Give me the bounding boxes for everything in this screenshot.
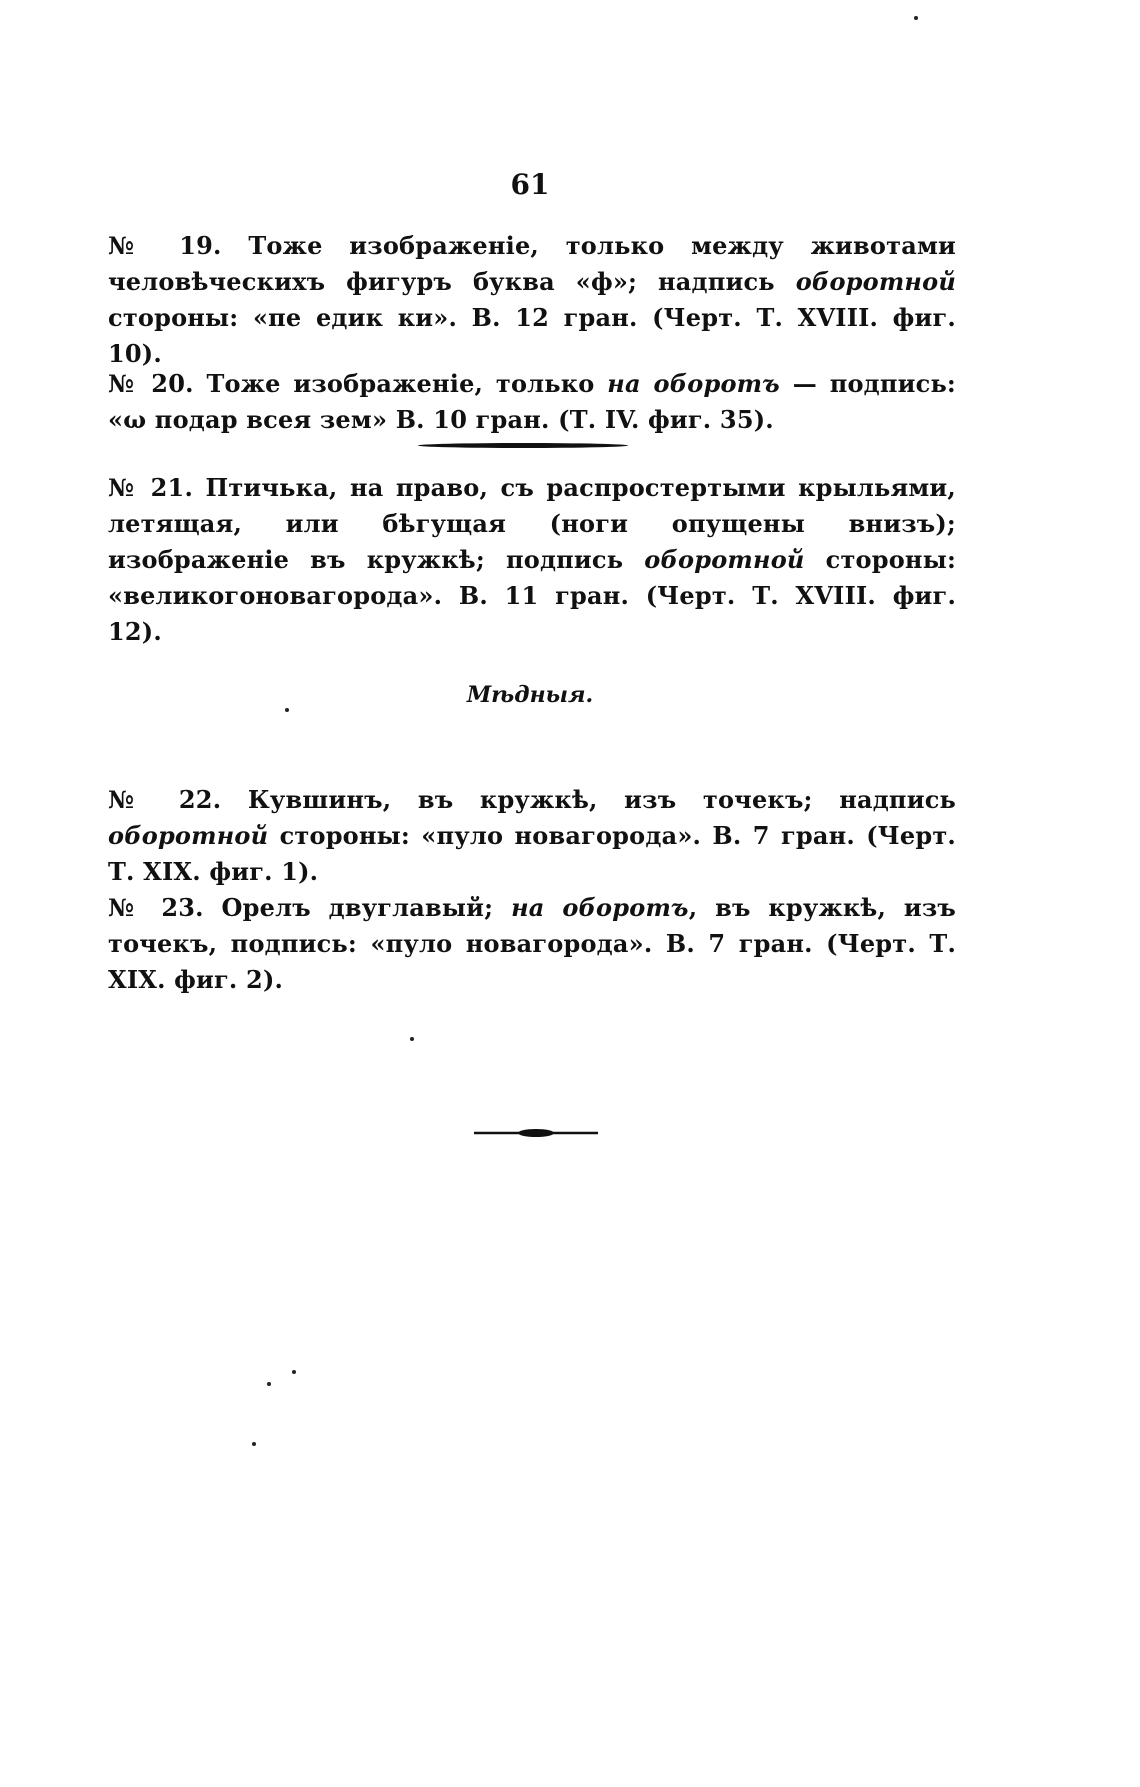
entry-number: № 21. (108, 473, 193, 502)
entry-text: стороны: «пе едик ки». В. 12 гран. (Черт. Т. XVIII. фиг. 10). (108, 303, 956, 368)
section-end-ornament (474, 1126, 598, 1140)
print-speck (285, 708, 289, 712)
entry-text: , въ кружкѣ, изъ точекъ, подпись: «пуло новагорода». В. 7 гран. (Черт. Т. XIX. фиг. 2). (108, 893, 956, 994)
entry-20 (108, 366, 956, 438)
entry-italic-text: оборотной (108, 821, 269, 850)
print-speck (267, 1382, 271, 1386)
entry-number: № 23. (108, 893, 204, 922)
print-speck (914, 16, 918, 20)
print-speck (410, 1037, 414, 1041)
print-speck (292, 1370, 296, 1374)
entry-21 (108, 470, 956, 650)
entry-text: стороны: «великогоновагорода». В. 11 гран. (Черт. Т. XVIII. фиг. 12). (108, 545, 957, 646)
entry-italic-text: на оборотъ (607, 369, 780, 398)
entry-text: Тоже изображеніе, только (193, 369, 608, 398)
ink-underline-mark (418, 443, 628, 448)
entry-text: Кувшинъ, въ кружкѣ, изъ точекъ; надпись (221, 785, 956, 814)
entry-text: Птичька, на право, съ распростертыми крыльями, летящая, или бѣгущая (ноги опущены внизъ); изображеніе въ кружкѣ; подпись (108, 473, 956, 574)
entry-italic-text: оборотной (795, 267, 956, 296)
entry-italic-text: на оборотъ (511, 893, 689, 922)
entry-text: — подпись: «ω подар всея зем» В. 10 гран. (Т. IV. фиг. 35). (108, 369, 956, 434)
entry-number: № 22. (108, 785, 222, 814)
entry-23 (108, 890, 956, 998)
entry-19 (108, 228, 956, 372)
entry-22 (108, 782, 956, 890)
entry-text: Тоже изображеніе, только между животами человѣческихъ фигуръ буква «ф»; надпись (108, 231, 956, 296)
section-heading: Мѣдныя. (466, 682, 594, 708)
entry-text: Орелъ двуглавый; (203, 893, 512, 922)
entry-text: стороны: «пуло новагорода». В. 7 гран. (Черт. Т. XIX. фиг. 1). (108, 821, 956, 886)
entry-number: № 19. (108, 231, 222, 260)
entry-number: № 20. (108, 369, 194, 398)
print-speck (252, 1442, 256, 1446)
page-number: 61 (510, 168, 550, 201)
entry-italic-text: оборотной (644, 545, 805, 574)
